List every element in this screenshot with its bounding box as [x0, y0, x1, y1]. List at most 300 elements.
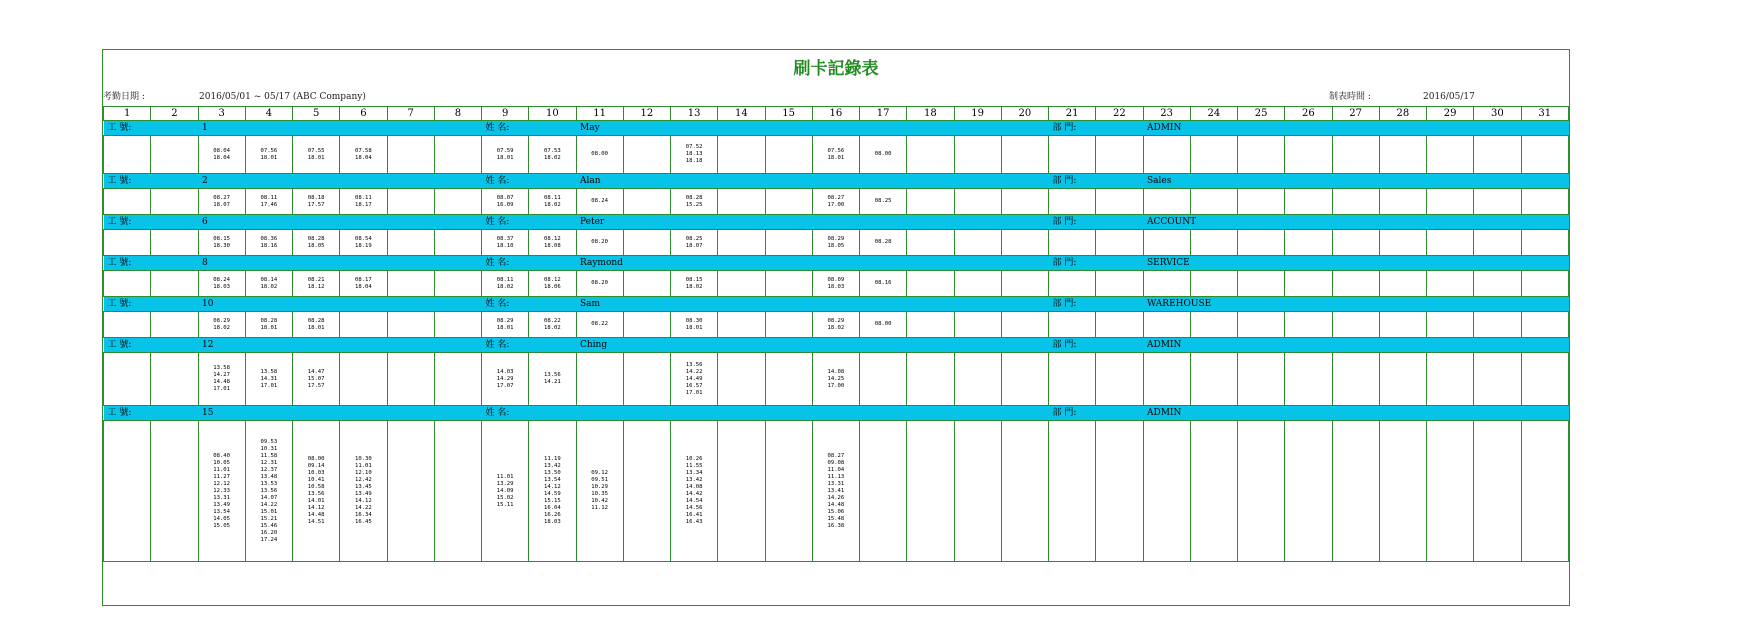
- punch-cell-day-3: [198, 353, 245, 406]
- punch-cell-day-25: [1238, 136, 1285, 174]
- punch-cell-day-19: [954, 230, 1001, 256]
- employee-header-row: [104, 297, 1569, 312]
- punch-cell-day-23: [1143, 189, 1190, 215]
- punch-time: 18.05: [307, 242, 325, 249]
- punch-cell-day-23: [1143, 312, 1190, 338]
- punch-cell-day-29: [1427, 312, 1474, 338]
- punch-cell-day-6: [340, 271, 387, 297]
- employee-id-label: 工 號:: [104, 215, 199, 230]
- day-number: 5: [293, 107, 340, 121]
- punch-cell-day-29: [1427, 271, 1474, 297]
- punch-cell-day-6: [340, 353, 387, 406]
- made-label: 制表時間 :: [1329, 92, 1371, 102]
- punch-cell-day-28: [1379, 271, 1426, 297]
- punch-time: 08.12: [543, 276, 561, 283]
- punch-cell-day-25: [1238, 189, 1285, 215]
- punch-cell-day-7: [387, 421, 434, 562]
- punch-time: 08.54: [354, 235, 372, 242]
- employee-header-row: [104, 406, 1569, 421]
- punch-time: 08.00: [307, 456, 325, 462]
- punch-cell-day-13: [671, 421, 718, 562]
- punch-time: 08.15: [213, 235, 231, 242]
- punch-row: [104, 136, 1569, 174]
- punch-time: 12.12: [213, 480, 231, 487]
- punch-time: 18.10: [496, 242, 514, 249]
- punch-cell-day-28: [1379, 136, 1426, 174]
- punch-time: 15.48: [827, 515, 845, 522]
- punch-cell-day-27: [1332, 136, 1379, 174]
- punch-time: 17.00: [827, 201, 845, 208]
- punch-time: 18.07: [685, 242, 703, 249]
- employee-dept: ACCOUNT: [1143, 215, 1569, 230]
- punch-time: 18.02: [213, 324, 231, 331]
- day-number: 18: [907, 107, 954, 121]
- punch-time: 13.34: [685, 470, 703, 476]
- punch-cell-day-15: [765, 421, 812, 562]
- punch-time: 08.27: [213, 194, 231, 201]
- punch-time: 18.05: [827, 242, 845, 249]
- punch-cell-day-21: [1049, 230, 1096, 256]
- punch-time: 08.24: [213, 276, 231, 283]
- day-number: 24: [1190, 107, 1237, 121]
- punch-time: 15.21: [260, 515, 278, 522]
- punch-cell-day-13: [671, 136, 718, 174]
- punch-time: 15.15: [543, 498, 561, 504]
- punch-cell-day-27: [1332, 189, 1379, 215]
- punch-cell-day-13: [671, 312, 718, 338]
- punch-time: 08.20: [591, 280, 609, 286]
- punch-time: 15.06: [827, 508, 845, 515]
- punch-time: 08.36: [260, 235, 278, 242]
- employee-dept: Sales: [1143, 174, 1569, 189]
- punch-cell-day-20: [1001, 189, 1048, 215]
- punch-time: 12.31: [260, 459, 278, 466]
- punch-time: 17.01: [260, 382, 278, 389]
- punch-time: 15.11: [496, 501, 514, 508]
- punch-time: 16.09: [496, 201, 514, 208]
- punch-cell-day-6: [340, 230, 387, 256]
- punch-cell-day-13: [671, 230, 718, 256]
- punch-time: 08.17: [354, 276, 372, 283]
- punch-cell-day-11: [576, 230, 623, 256]
- punch-cell-day-25: [1238, 230, 1285, 256]
- punch-time: 14.05: [213, 515, 231, 522]
- punch-row: [104, 312, 1569, 338]
- punch-time: 17.46: [260, 201, 278, 208]
- punch-cell-day-28: [1379, 421, 1426, 562]
- punch-time: 15.02: [496, 494, 514, 501]
- punch-cell-day-15: [765, 230, 812, 256]
- employee-header-row: [104, 215, 1569, 230]
- employee-name: Alan: [576, 174, 1049, 189]
- day-number: 31: [1521, 107, 1569, 121]
- punch-cell-day-13: [671, 353, 718, 406]
- employee-id: 6: [198, 215, 482, 230]
- employee-id: 12: [198, 338, 482, 353]
- punch-cell-day-1: [104, 421, 151, 562]
- punch-time: 13.58: [260, 368, 278, 375]
- punch-time: 15.46: [260, 522, 278, 529]
- punch-time: 07.58: [354, 147, 372, 154]
- punch-cell-day-20: [1001, 271, 1048, 297]
- punch-cell-day-12: [623, 271, 670, 297]
- punch-cell-day-22: [1096, 312, 1143, 338]
- punch-cell-day-17: [860, 136, 907, 174]
- punch-cell-day-23: [1143, 421, 1190, 562]
- punch-cell-day-26: [1285, 189, 1332, 215]
- day-number: 14: [718, 107, 765, 121]
- punch-time: 18.02: [827, 324, 845, 331]
- punch-cell-day-10: [529, 353, 576, 406]
- punch-cell-day-4: [245, 230, 292, 256]
- punch-cell-day-12: [623, 421, 670, 562]
- punch-time: 07.56: [260, 147, 278, 154]
- punch-cell-day-15: [765, 353, 812, 406]
- day-number: 23: [1143, 107, 1190, 121]
- punch-time: 07.53: [543, 147, 561, 154]
- day-header-row: [104, 107, 1569, 121]
- punch-time: 18.02: [685, 283, 703, 290]
- punch-time: 08.27: [827, 194, 845, 201]
- employee-name: Peter: [576, 215, 1049, 230]
- punch-time: 07.55: [307, 147, 325, 154]
- punch-cell-day-14: [718, 189, 765, 215]
- punch-cell-day-16: [812, 312, 859, 338]
- punch-time: 08.29: [827, 317, 845, 324]
- day-number: 8: [434, 107, 481, 121]
- punch-time: 08.40: [213, 452, 231, 459]
- punch-time: 08.11: [354, 194, 372, 201]
- employee-id-label: 工 號:: [104, 406, 199, 421]
- punch-time: 09.53: [260, 438, 278, 445]
- punch-time: 14.27: [213, 372, 231, 378]
- punch-cell-day-11: [576, 271, 623, 297]
- punch-cell-day-31: [1521, 421, 1569, 562]
- punch-time: 11.19: [543, 456, 561, 462]
- punch-time: 11.58: [260, 452, 278, 459]
- punch-time: 18.02: [543, 201, 561, 208]
- day-number: 15: [765, 107, 812, 121]
- day-number: 26: [1285, 107, 1332, 121]
- employee-header-row: [104, 256, 1569, 271]
- punch-cell-day-16: [812, 230, 859, 256]
- punch-time: 18.17: [354, 201, 372, 208]
- punch-time: 08.37: [496, 235, 514, 242]
- punch-cell-day-5: [293, 312, 340, 338]
- punch-cell-day-21: [1049, 353, 1096, 406]
- punch-cell-day-13: [671, 271, 718, 297]
- punch-time: 08.12: [543, 235, 561, 242]
- punch-cell-day-25: [1238, 353, 1285, 406]
- punch-time: 13.31: [213, 494, 231, 501]
- punch-time: 13.54: [213, 508, 231, 515]
- made-value: 2016/05/17: [1423, 92, 1475, 102]
- punch-time: 08.16: [874, 280, 892, 286]
- punch-cell-day-18: [907, 312, 954, 338]
- punch-time: 14.51: [307, 519, 325, 525]
- day-number: 11: [576, 107, 623, 121]
- punch-cell-day-8: [434, 353, 481, 406]
- punch-cell-day-8: [434, 312, 481, 338]
- punch-cell-day-1: [104, 271, 151, 297]
- punch-time: 16.43: [685, 519, 703, 525]
- punch-time: 18.04: [354, 283, 372, 290]
- punch-time: 16.34: [354, 512, 372, 518]
- punch-time: 17.24: [260, 536, 278, 543]
- punch-time: 18.12: [307, 283, 325, 290]
- punch-cell-day-9: [482, 189, 529, 215]
- punch-time: 08.21: [307, 276, 325, 283]
- punch-time: 18.01: [260, 324, 278, 331]
- punch-cell-day-27: [1332, 353, 1379, 406]
- employee-id: 8: [198, 256, 482, 271]
- day-number: 25: [1238, 107, 1285, 121]
- punch-time: 11.27: [213, 473, 231, 480]
- punch-time: 14.49: [685, 375, 703, 382]
- punch-cell-day-31: [1521, 312, 1569, 338]
- punch-cell-day-24: [1190, 312, 1237, 338]
- punch-time: 08.09: [827, 276, 845, 283]
- employee-id: 2: [198, 174, 482, 189]
- punch-cell-day-4: [245, 189, 292, 215]
- punch-cell-day-16: [812, 136, 859, 174]
- punch-cell-day-8: [434, 136, 481, 174]
- punch-time: 18.01: [685, 324, 703, 331]
- punch-cell-day-10: [529, 230, 576, 256]
- punch-time: 14.42: [685, 491, 703, 497]
- punch-time: 18.13: [685, 151, 703, 157]
- punch-cell-day-9: [482, 271, 529, 297]
- punch-time: 08.28: [307, 317, 325, 324]
- punch-time: 18.01: [307, 154, 325, 161]
- punch-cell-day-18: [907, 136, 954, 174]
- punch-cell-day-1: [104, 230, 151, 256]
- punch-cell-day-23: [1143, 136, 1190, 174]
- punch-time: 08.30: [685, 317, 703, 324]
- punch-row: [104, 230, 1569, 256]
- punch-cell-day-2: [151, 421, 198, 562]
- punch-cell-day-21: [1049, 421, 1096, 562]
- employee-name-label: 姓 名:: [482, 297, 577, 312]
- punch-time: 18.01: [496, 154, 514, 161]
- punch-cell-day-22: [1096, 230, 1143, 256]
- punch-time: 13.50: [543, 470, 561, 476]
- punch-time: 14.47: [307, 368, 325, 375]
- punch-cell-day-2: [151, 189, 198, 215]
- punch-cell-day-25: [1238, 271, 1285, 297]
- punch-cell-day-3: [198, 189, 245, 215]
- punch-time: 17.57: [307, 382, 325, 389]
- punch-time: 12.37: [260, 466, 278, 473]
- punch-time: 10.05: [213, 459, 231, 466]
- punch-cell-day-6: [340, 312, 387, 338]
- employee-dept: ADMIN: [1143, 406, 1569, 421]
- punch-time: 08.27: [827, 452, 845, 459]
- period-label: 考勤日期 :: [103, 92, 145, 102]
- day-number: 9: [482, 107, 529, 121]
- employee-dept-label: 部 門:: [1049, 297, 1144, 312]
- punch-time: 18.02: [543, 154, 561, 161]
- punch-time: 13.56: [685, 361, 703, 368]
- punch-time: 13.29: [496, 480, 514, 487]
- punch-cell-day-11: [576, 421, 623, 562]
- day-number: 10: [529, 107, 576, 121]
- punch-cell-day-14: [718, 353, 765, 406]
- punch-cell-day-10: [529, 421, 576, 562]
- punch-cell-day-11: [576, 312, 623, 338]
- punch-time: 17.01: [213, 386, 231, 392]
- day-number: 19: [954, 107, 1001, 121]
- punch-time: 11.13: [827, 473, 845, 480]
- punch-time: 07.59: [496, 147, 514, 154]
- punch-cell-day-22: [1096, 271, 1143, 297]
- punch-time: 14.48: [213, 379, 231, 385]
- punch-time: 18.01: [827, 154, 845, 161]
- punch-time: 08.29: [496, 317, 514, 324]
- employee-dept: ADMIN: [1143, 121, 1569, 136]
- sheet-title: 刷卡記錄表: [793, 59, 879, 79]
- employee-header-row: [104, 338, 1569, 353]
- punch-cell-day-21: [1049, 312, 1096, 338]
- day-number: 20: [1001, 107, 1048, 121]
- punch-time: 13.53: [260, 480, 278, 487]
- punch-cell-day-15: [765, 271, 812, 297]
- day-number: 16: [812, 107, 859, 121]
- punch-time: 08.29: [213, 317, 231, 324]
- punch-cell-day-11: [576, 189, 623, 215]
- punch-cell-day-27: [1332, 421, 1379, 562]
- punch-cell-day-19: [954, 189, 1001, 215]
- punch-cell-day-20: [1001, 312, 1048, 338]
- punch-time: 10.35: [591, 491, 609, 497]
- punch-time: 18.04: [213, 154, 231, 161]
- punch-time: 14.54: [685, 498, 703, 504]
- punch-cell-day-8: [434, 230, 481, 256]
- punch-time: 17.07: [496, 382, 514, 389]
- punch-cell-day-4: [245, 421, 292, 562]
- punch-row: [104, 353, 1569, 406]
- punch-time: 14.22: [260, 501, 278, 508]
- punch-cell-day-18: [907, 230, 954, 256]
- punch-time: 18.30: [213, 242, 231, 249]
- punch-cell-day-28: [1379, 353, 1426, 406]
- punch-time: 08.28: [307, 235, 325, 242]
- punch-cell-day-20: [1001, 136, 1048, 174]
- employee-dept: ADMIN: [1143, 338, 1569, 353]
- punch-time: 18.07: [213, 201, 231, 208]
- punch-cell-day-7: [387, 189, 434, 215]
- punch-time: 14.56: [685, 505, 703, 511]
- punch-row: [104, 421, 1569, 562]
- punch-time: 14.07: [260, 494, 278, 501]
- punch-cell-day-29: [1427, 421, 1474, 562]
- punch-cell-day-29: [1427, 230, 1474, 256]
- punch-time: 09.14: [307, 463, 325, 469]
- punch-cell-day-28: [1379, 312, 1426, 338]
- punch-cell-day-5: [293, 421, 340, 562]
- punch-time: 17.00: [827, 382, 845, 389]
- punch-cell-day-18: [907, 271, 954, 297]
- punch-cell-day-14: [718, 421, 765, 562]
- punch-cell-day-15: [765, 189, 812, 215]
- punch-time: 16.38: [827, 522, 845, 529]
- employee-id-label: 工 號:: [104, 297, 199, 312]
- punch-time: 18.04: [354, 154, 372, 161]
- punch-cell-day-16: [812, 189, 859, 215]
- punch-cell-day-7: [387, 312, 434, 338]
- punch-cell-day-30: [1474, 230, 1521, 256]
- employee-id: 15: [198, 406, 482, 421]
- punch-time: 12.33: [213, 487, 231, 494]
- employee-dept: SERVICE: [1143, 256, 1569, 271]
- employee-dept-label: 部 門:: [1049, 215, 1144, 230]
- punch-time: 10.29: [591, 484, 609, 490]
- punch-time: 11.04: [827, 466, 845, 473]
- punch-cell-day-23: [1143, 353, 1190, 406]
- punch-cell-day-11: [576, 353, 623, 406]
- punch-cell-day-4: [245, 353, 292, 406]
- punch-row: [104, 189, 1569, 215]
- punch-cell-day-2: [151, 312, 198, 338]
- punch-cell-day-12: [623, 230, 670, 256]
- punch-cell-day-23: [1143, 230, 1190, 256]
- punch-time: 16.04: [543, 505, 561, 511]
- punch-time: 14.12: [354, 498, 372, 504]
- punch-cell-day-12: [623, 189, 670, 215]
- punch-time: 11.55: [685, 463, 703, 469]
- punch-cell-day-27: [1332, 230, 1379, 256]
- employee-name-label: 姓 名:: [482, 338, 577, 353]
- punch-cell-day-19: [954, 271, 1001, 297]
- punch-cell-day-27: [1332, 312, 1379, 338]
- punch-cell-day-17: [860, 353, 907, 406]
- day-number: 30: [1474, 107, 1521, 121]
- employee-id-label: 工 號:: [104, 174, 199, 189]
- punch-time: 08.18: [307, 194, 325, 201]
- employee-dept-label: 部 門:: [1049, 338, 1144, 353]
- punch-time: 08.00: [591, 151, 609, 157]
- punch-time: 14.12: [307, 505, 325, 511]
- punch-time: 16.57: [685, 382, 703, 389]
- punch-cell-day-3: [198, 312, 245, 338]
- punch-cell-day-7: [387, 136, 434, 174]
- punch-time: 14.03: [496, 368, 514, 375]
- punch-cell-day-24: [1190, 271, 1237, 297]
- punch-cell-day-25: [1238, 312, 1285, 338]
- employee-name: Raymond: [576, 256, 1049, 271]
- punch-time: 13.54: [543, 477, 561, 483]
- punch-cell-day-1: [104, 353, 151, 406]
- punch-time: 18.01: [260, 154, 278, 161]
- day-number: 13: [671, 107, 718, 121]
- punch-time: 13.42: [543, 463, 561, 469]
- punch-cell-day-24: [1190, 230, 1237, 256]
- punch-cell-day-1: [104, 312, 151, 338]
- day-number: 6: [340, 107, 387, 121]
- punch-cell-day-30: [1474, 271, 1521, 297]
- punch-cell-day-19: [954, 312, 1001, 338]
- punch-time: 14.08: [685, 484, 703, 490]
- punch-time: 11.12: [591, 505, 609, 511]
- punch-cell-day-26: [1285, 271, 1332, 297]
- employee-name-label: 姓 名:: [482, 406, 577, 421]
- punch-cell-day-25: [1238, 421, 1285, 562]
- punch-time: 12.42: [354, 477, 372, 483]
- day-number: 7: [387, 107, 434, 121]
- punch-time: 15.07: [307, 375, 325, 382]
- punch-cell-day-31: [1521, 189, 1569, 215]
- punch-time: 18.02: [496, 283, 514, 290]
